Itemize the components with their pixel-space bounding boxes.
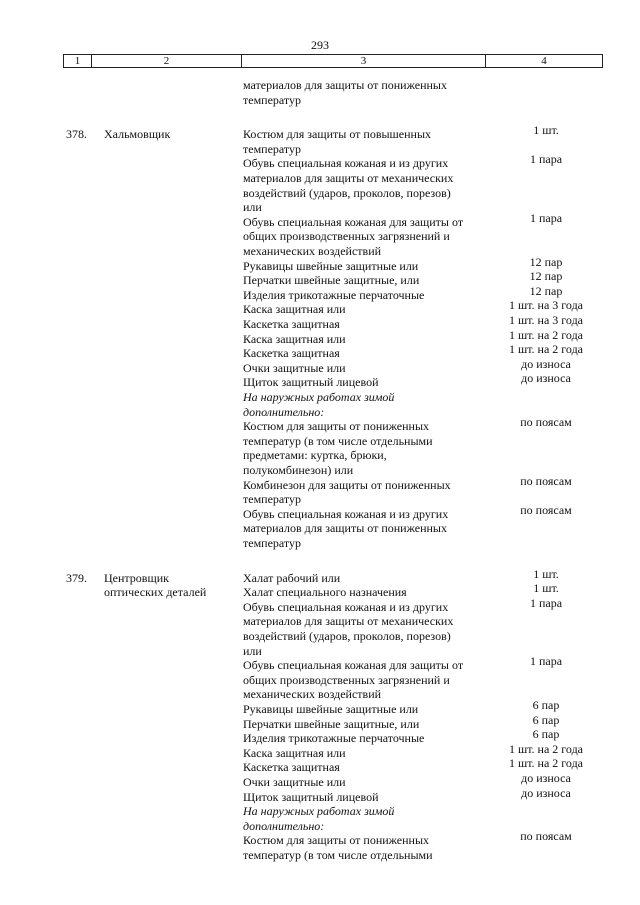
text-line: Обувь специальная кожаная для защиты от <box>243 214 464 229</box>
item-name <box>243 731 488 746</box>
text-line: Каска защитная или <box>243 331 346 346</box>
text-line: дополнительно: <box>243 818 325 833</box>
page-number: 293 <box>311 38 329 52</box>
text-line: Рукавицы швейные защитные или <box>243 702 419 716</box>
issue-norm: по поясам <box>520 502 572 517</box>
issue-norm: 1 пара <box>529 210 563 225</box>
item-name <box>243 717 488 732</box>
text-line: дополнительно: <box>243 404 325 419</box>
text-line: Щиток защитный лицевой <box>243 789 379 804</box>
issue-norm: 1 пара <box>529 152 563 167</box>
text-line: общих производственных загрязнений и <box>243 229 450 244</box>
text-line: Каскетка защитная <box>243 317 340 331</box>
issue-norm: 1 шт. на 2 года <box>508 756 584 771</box>
profession-name <box>104 571 206 600</box>
section-note <box>243 804 488 833</box>
text-line: Каска защитная или <box>243 745 346 760</box>
item-name <box>243 833 488 862</box>
text-line: Костюм для защиты от повышенных <box>243 127 432 142</box>
text-line: Щиток защитный лицевой <box>243 375 379 390</box>
item-name <box>243 156 488 214</box>
issue-norm: до износа <box>521 771 571 785</box>
issue-norm: по поясам <box>520 829 572 844</box>
text-line: Центровщик <box>104 570 169 585</box>
item-name <box>243 478 488 507</box>
text-line: Комбинезон для защиты от пониженных <box>243 477 451 492</box>
item-name <box>243 127 488 156</box>
issue-norm: 1 пара <box>529 595 563 610</box>
row-number: 379. <box>66 570 87 585</box>
text-line: температур (в том числе отдельными <box>243 433 433 448</box>
column-header-2: 2 <box>92 55 242 67</box>
issue-norm: 1 шт. на 2 года <box>508 327 584 342</box>
item-name <box>243 571 488 586</box>
text-line: материалов для защиты от механических <box>243 614 454 629</box>
issue-norm: до износа <box>521 356 571 371</box>
column-header-3: 3 <box>242 55 486 67</box>
text-line: Обувь специальная кожаная для защиты от <box>243 658 464 673</box>
item-name <box>243 302 488 317</box>
text-line: Рукавицы швейные защитные или <box>243 258 419 273</box>
issue-norm: 1 пара <box>529 654 563 669</box>
issue-norm: 1 шт. на 3 года <box>508 298 584 313</box>
item-name <box>243 746 488 761</box>
text-line: общих производственных загрязнений и <box>243 672 450 687</box>
text-line: материалов для защиты от пониженных <box>243 78 447 92</box>
text-line: Обувь специальная кожаная и из других <box>243 599 449 614</box>
text-line: механических воздействий <box>243 687 382 702</box>
row-number: 378. <box>66 127 87 142</box>
issue-norm: 6 пар <box>532 712 560 727</box>
text-line: материалов для защиты от механических <box>243 170 454 185</box>
issue-norm: 12 пар <box>529 254 563 269</box>
item-name <box>243 346 488 361</box>
item-name <box>243 375 488 390</box>
text-line: Обувь специальная кожаная и из других <box>243 156 449 171</box>
item-name <box>243 702 488 717</box>
column-header-4: 4 <box>541 55 547 67</box>
text-line: Костюм для защиты от пониженных <box>243 419 430 434</box>
issue-norm: до износа <box>521 371 571 386</box>
text-line: или <box>243 200 262 215</box>
text-line: температур (в том числе отдельными <box>243 847 433 862</box>
text-line: Перчатки швейные защитные, или <box>243 716 420 731</box>
text-line: температур <box>243 535 302 550</box>
issue-norm: 1 шт. <box>533 566 559 581</box>
text-line: полукомбинезон) или <box>243 462 354 477</box>
text-line: предметами: куртка, брюки, <box>243 448 387 463</box>
item-name <box>243 332 488 347</box>
text-line: Обувь специальная кожаная и из других <box>243 506 449 521</box>
text-line: материалов для защиты от пониженных <box>243 521 447 536</box>
text-line: Каска защитная или <box>243 302 346 317</box>
text-line: температур <box>243 141 302 156</box>
item-name <box>243 760 488 775</box>
issue-norm: 12 пар <box>529 283 563 298</box>
item-name <box>243 585 488 600</box>
text-line: Изделия трикотажные перчаточные <box>243 287 425 302</box>
continuation-item <box>243 78 488 107</box>
issue-norm: 1 шт. на 2 года <box>508 342 584 357</box>
item-name <box>243 288 488 303</box>
issue-norm: 1 шт. <box>533 581 559 596</box>
column-header-row <box>63 54 603 68</box>
issue-norm: 1 шт. на 3 года <box>508 313 584 327</box>
issue-norm: 1 шт. <box>533 123 559 138</box>
text-line: Каскетка защитная <box>243 346 340 361</box>
text-line: температур <box>243 92 302 107</box>
item-name <box>243 419 488 477</box>
item-name <box>243 215 488 259</box>
text-line: Очки защитные или <box>243 775 346 789</box>
issue-norm: 12 пар <box>529 269 563 284</box>
text-line: механических воздействий <box>243 243 382 258</box>
issue-norm: 6 пар <box>532 698 560 712</box>
issue-norm: 6 пар <box>532 727 560 742</box>
text-line: Халат рабочий или <box>243 570 341 585</box>
item-name <box>243 507 488 551</box>
item-name <box>243 790 488 805</box>
issue-norm: по поясам <box>520 415 572 430</box>
profession-name <box>104 127 170 142</box>
text-line: температур <box>243 492 302 507</box>
text-line: Костюм для защиты от пониженных <box>243 833 430 848</box>
text-line: На наружных работах зимой <box>243 390 395 404</box>
issue-norm: до износа <box>521 785 571 800</box>
text-line: Халат специального назначения <box>243 585 407 600</box>
text-line: Каскетка защитная <box>243 760 340 775</box>
issue-norm: по поясам <box>520 473 572 488</box>
item-name <box>243 259 488 274</box>
item-name <box>243 600 488 658</box>
item-name <box>243 361 488 376</box>
section-note <box>243 390 488 419</box>
text-line: Перчатки швейные защитные, или <box>243 273 420 288</box>
item-name <box>243 775 488 790</box>
text-line: Очки защитные или <box>243 360 346 375</box>
text-line: На наружных работах зимой <box>243 804 395 819</box>
text-line: оптических деталей <box>104 585 207 600</box>
column-header-1: 1 <box>64 55 92 67</box>
text-line: или <box>243 643 262 658</box>
text-line: воздействий (ударов, проколов, порезов) <box>243 628 451 643</box>
item-name <box>243 658 488 702</box>
item-name <box>243 317 488 332</box>
text-line: Хальмовщик <box>104 127 171 142</box>
item-name <box>243 273 488 288</box>
text-line: воздействий (ударов, проколов, порезов) <box>243 185 451 200</box>
issue-norm: 1 шт. на 2 года <box>508 741 584 756</box>
text-line: Изделия трикотажные перчаточные <box>243 731 425 746</box>
